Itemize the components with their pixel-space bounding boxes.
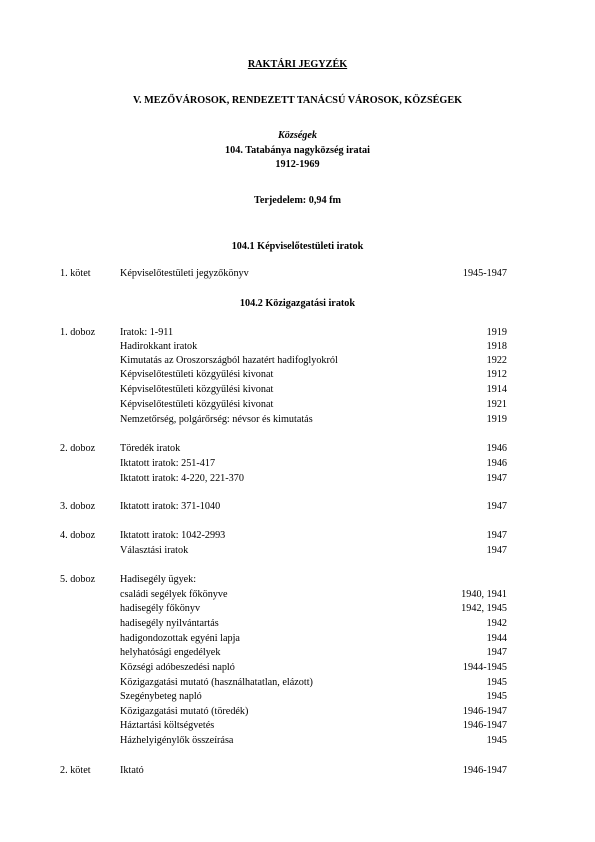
item-description: Iktatott iratok: 1042-2993 (120, 530, 226, 541)
unit-label: 5. doboz (60, 574, 96, 585)
item-description: Községi adóbeszedési napló (120, 662, 235, 673)
inventory-row (0, 327, 595, 341)
item-years: 1919 (486, 414, 507, 425)
item-years: 1940, 1941 (461, 589, 507, 600)
inventory-row (0, 545, 595, 559)
inventory-row (0, 647, 595, 661)
item-description: Képviselőtestületi közgyűlési kivonat (120, 369, 274, 380)
item-description: Szegénybeteg napló (120, 691, 202, 702)
inventory-row (0, 677, 595, 691)
item-description: Házhelyigénylők összeírása (120, 735, 234, 746)
item-years: 1945 (486, 691, 507, 702)
section-heading: 104.2 Közigazgatási iratok (239, 298, 356, 309)
fond-title: 104. Tatabánya nagyközség iratai (225, 145, 370, 156)
item-description: Töredék iratok (120, 443, 181, 454)
inventory-row (0, 473, 595, 487)
item-years: 1946 (486, 443, 507, 454)
subcategory-heading: Községek (277, 130, 318, 141)
item-years: 1947 (486, 530, 507, 541)
item-description: családi segélyek főkönyve (120, 589, 228, 600)
item-years: 1946 (486, 458, 507, 469)
inventory-row (0, 589, 595, 603)
item-description: Választási iratok (120, 545, 189, 556)
item-years: 1944 (486, 633, 507, 644)
item-description: Hadisegély ügyek: (120, 574, 197, 585)
item-years: 1921 (486, 399, 507, 410)
inventory-row (0, 574, 595, 588)
item-years: 1946-1947 (462, 765, 507, 776)
inventory-row (0, 384, 595, 398)
item-description: Háztartási költségvetés (120, 720, 215, 731)
item-years: 1947 (486, 647, 507, 658)
item-years: 1946-1947 (462, 720, 507, 731)
inventory-row (0, 662, 595, 676)
inventory-row (0, 603, 595, 617)
inventory-row (0, 414, 595, 428)
item-years: 1945 (486, 677, 507, 688)
item-years: 1947 (486, 473, 507, 484)
item-years: 1942 (486, 618, 507, 629)
item-description: hadisegély főkönyv (120, 603, 201, 614)
category-heading: V. MEZŐVÁROSOK, RENDEZETT TANÁCSÚ VÁROSOK, KÖZSÉGEK (132, 95, 463, 106)
item-years: 1919 (486, 327, 507, 338)
item-years: 1945-1947 (462, 268, 507, 279)
inventory-row (0, 765, 595, 779)
inventory-row (0, 706, 595, 720)
item-years: 1944-1945 (462, 662, 507, 673)
item-description: Iktatott iratok: 251-417 (120, 458, 216, 469)
item-years: 1945 (486, 735, 507, 746)
item-years: 1912 (486, 369, 507, 380)
inventory-row (0, 341, 595, 355)
item-description: Nemzetőrség, polgárőrség: névsor és kimutatás (120, 414, 313, 425)
item-description: Iktató (120, 765, 144, 776)
inventory-row (0, 530, 595, 544)
item-years: 1947 (486, 545, 507, 556)
inventory-row (0, 443, 595, 457)
unit-label: 1. doboz (60, 327, 96, 338)
item-description: Hadirokkant iratok (120, 341, 198, 352)
item-years: 1947 (486, 501, 507, 512)
item-years: 1918 (486, 341, 507, 352)
item-description: Közigazgatási mutató (használhatatlan, elázott) (120, 677, 313, 688)
item-years: 1914 (486, 384, 507, 395)
unit-label: 1. kötet (60, 268, 91, 279)
inventory-row (0, 720, 595, 734)
inventory-row (0, 458, 595, 472)
item-description: Képviselőtestületi jegyzőkönyv (120, 268, 249, 279)
item-description: Képviselőtestületi közgyűlési kivonat (120, 384, 274, 395)
item-description: Közigazgatási mutató (töredék) (120, 706, 249, 717)
inventory-row (0, 399, 595, 413)
item-years: 1922 (486, 355, 507, 366)
fond-years: 1912-1969 (275, 159, 320, 170)
item-years: 1942, 1945 (461, 603, 507, 614)
item-description: Iratok: 1-911 (120, 327, 174, 338)
unit-label: 2. kötet (60, 765, 91, 776)
inventory-row (0, 369, 595, 383)
item-years: 1946-1947 (462, 706, 507, 717)
extent-text: Terjedelem: 0,94 fm (253, 195, 342, 206)
item-description: helyhatósági engedélyek (120, 647, 221, 658)
inventory-row (0, 633, 595, 647)
inventory-row (0, 268, 595, 282)
inventory-row (0, 501, 595, 515)
item-description: Kimutatás az Oroszországból hazatért hadifoglyokról (120, 355, 338, 366)
inventory-row (0, 691, 595, 705)
item-description: Iktatott iratok: 4-220, 221-370 (120, 473, 244, 484)
item-description: hadisegély nyilvántartás (120, 618, 219, 629)
item-description: Iktatott iratok: 371-1040 (120, 501, 221, 512)
unit-label: 4. doboz (60, 530, 96, 541)
item-description: hadigondozottak egyéni lapja (120, 633, 240, 644)
unit-label: 3. doboz (60, 501, 96, 512)
inventory-row (0, 618, 595, 632)
inventory-row (0, 355, 595, 369)
section-heading: 104.1 Képviselőtestületi iratok (231, 241, 364, 252)
document-title: RAKTÁRI JEGYZÉK (247, 59, 348, 70)
unit-label: 2. doboz (60, 443, 96, 454)
inventory-row (0, 735, 595, 749)
item-description: Képviselőtestületi közgyűlési kivonat (120, 399, 274, 410)
